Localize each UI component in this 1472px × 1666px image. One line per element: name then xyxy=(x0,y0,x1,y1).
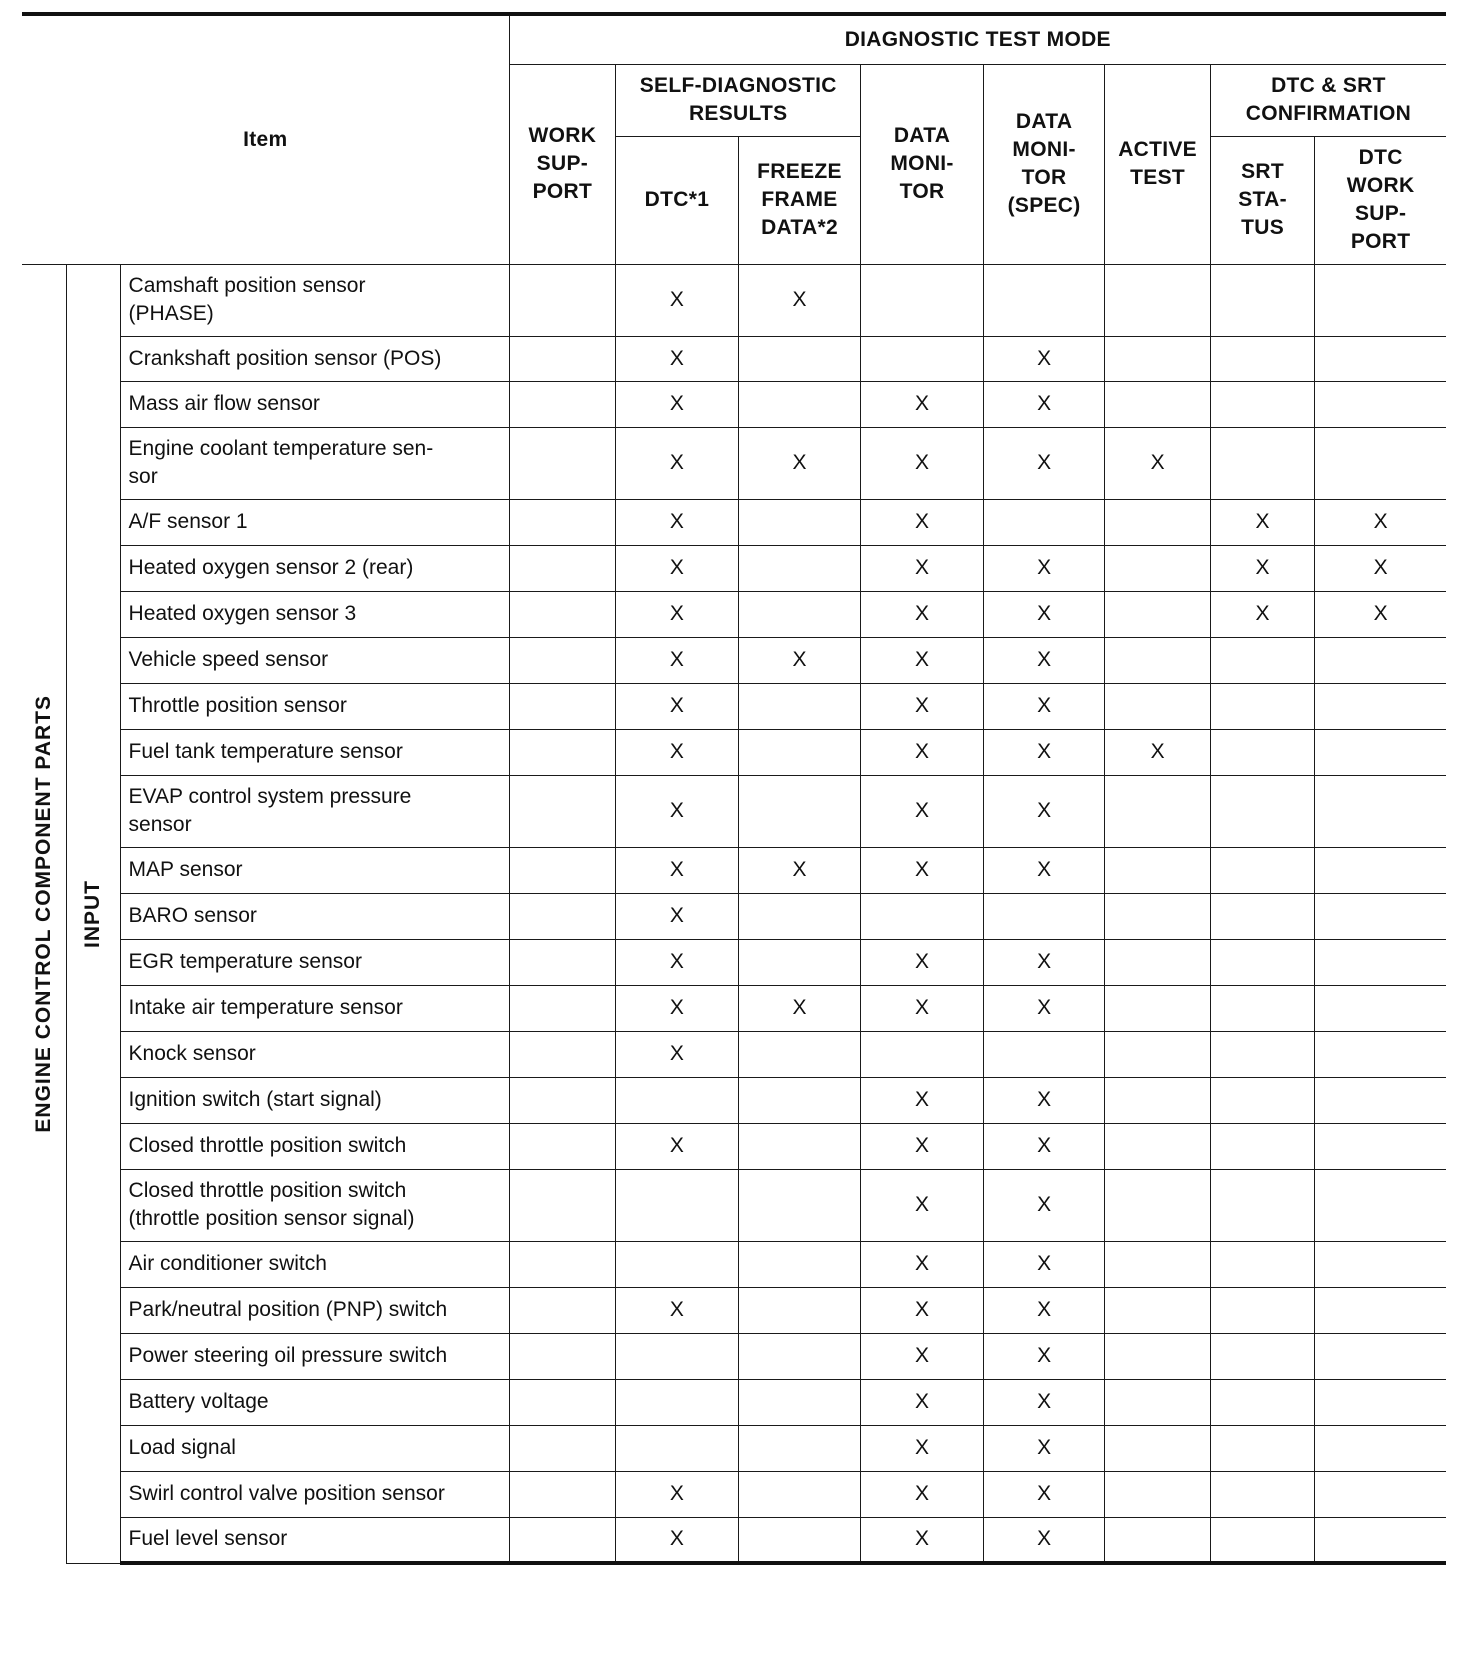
mark-cell-active-test xyxy=(1105,591,1211,637)
mark-cell-dtc: X xyxy=(616,381,739,427)
table-row xyxy=(22,1333,1446,1379)
mark-cell-data-monitor-spec xyxy=(983,499,1105,545)
mark-cell-active-test xyxy=(1105,847,1211,893)
mark-cell-data-monitor: X xyxy=(861,499,984,545)
mark-cell-dtc-work-support xyxy=(1315,1287,1446,1333)
mark-cell-data-monitor-spec: X xyxy=(983,1471,1105,1517)
mark-cell-work-support xyxy=(509,847,616,893)
mark-cell-data-monitor-spec: X xyxy=(983,1425,1105,1471)
mark-cell-dtc: X xyxy=(616,545,739,591)
mark-cell-work-support xyxy=(509,1077,616,1123)
mark-cell-dtc-work-support xyxy=(1315,381,1446,427)
mark-cell-data-monitor-spec: X xyxy=(983,1517,1105,1563)
mark-cell-srt-status xyxy=(1210,1517,1314,1563)
table-row xyxy=(22,683,1446,729)
mark-cell-data-monitor-spec: X xyxy=(983,637,1105,683)
mark-cell-srt-status xyxy=(1210,847,1314,893)
mark-cell-active-test xyxy=(1105,893,1211,939)
mark-cell-work-support xyxy=(509,683,616,729)
mark-cell-work-support xyxy=(509,1031,616,1077)
table-body xyxy=(22,264,1446,1563)
mark-cell-work-support xyxy=(509,381,616,427)
mark-cell-freeze-frame-data xyxy=(738,1287,861,1333)
item-cell: Mass air flow sensor xyxy=(120,381,509,427)
mark-cell-freeze-frame-data xyxy=(738,336,861,381)
mark-cell-dtc: X xyxy=(616,264,739,336)
item-cell: Vehicle speed sensor xyxy=(120,637,509,683)
mark-cell-active-test: X xyxy=(1105,729,1211,775)
header-diagnostic-test-mode: DIAGNOSTIC TEST MODE xyxy=(509,14,1446,64)
mark-cell-freeze-frame-data xyxy=(738,683,861,729)
mark-cell-dtc-work-support xyxy=(1315,427,1446,499)
mark-cell-data-monitor-spec: X xyxy=(983,381,1105,427)
mark-cell-data-monitor-spec xyxy=(983,893,1105,939)
mark-cell-dtc-work-support xyxy=(1315,775,1446,847)
mark-cell-dtc: X xyxy=(616,729,739,775)
mark-cell-active-test xyxy=(1105,1031,1211,1077)
mark-cell-data-monitor-spec: X xyxy=(983,939,1105,985)
mark-cell-data-monitor: X xyxy=(861,1425,984,1471)
item-cell: Knock sensor xyxy=(120,1031,509,1077)
mark-cell-dtc: X xyxy=(616,427,739,499)
table-row xyxy=(22,591,1446,637)
mark-cell-data-monitor: X xyxy=(861,637,984,683)
mark-cell-dtc-work-support xyxy=(1315,1169,1446,1241)
mark-cell-work-support xyxy=(509,729,616,775)
mark-cell-active-test xyxy=(1105,683,1211,729)
mark-cell-dtc xyxy=(616,1077,739,1123)
mark-cell-active-test xyxy=(1105,1425,1211,1471)
mark-cell-srt-status xyxy=(1210,264,1314,336)
mark-cell-active-test xyxy=(1105,1333,1211,1379)
mark-cell-dtc-work-support xyxy=(1315,939,1446,985)
mark-cell-srt-status xyxy=(1210,336,1314,381)
mark-cell-data-monitor-spec: X xyxy=(983,591,1105,637)
mark-cell-dtc: X xyxy=(616,1031,739,1077)
mark-cell-srt-status: X xyxy=(1210,499,1314,545)
mark-cell-work-support xyxy=(509,1241,616,1287)
mark-cell-data-monitor: X xyxy=(861,1123,984,1169)
table-row xyxy=(22,985,1446,1031)
mark-cell-work-support xyxy=(509,545,616,591)
mark-cell-srt-status xyxy=(1210,729,1314,775)
mark-cell-active-test xyxy=(1105,939,1211,985)
mark-cell-dtc: X xyxy=(616,775,739,847)
mark-cell-data-monitor-spec: X xyxy=(983,729,1105,775)
mark-cell-srt-status: X xyxy=(1210,591,1314,637)
mark-cell-work-support xyxy=(509,1287,616,1333)
mark-cell-dtc-work-support xyxy=(1315,1471,1446,1517)
item-cell: Heated oxygen sensor 2 (rear) xyxy=(120,545,509,591)
mark-cell-data-monitor-spec: X xyxy=(983,336,1105,381)
header-dtc-work-support: DTC WORK SUP- PORT xyxy=(1315,136,1446,264)
header-freeze-frame-data: FREEZE FRAME DATA*2 xyxy=(738,136,861,264)
mark-cell-srt-status xyxy=(1210,1287,1314,1333)
mark-cell-dtc xyxy=(616,1169,739,1241)
item-cell: Battery voltage xyxy=(120,1379,509,1425)
item-cell: Engine coolant temperature sen- sor xyxy=(120,427,509,499)
mark-cell-active-test xyxy=(1105,1241,1211,1287)
mark-cell-work-support xyxy=(509,775,616,847)
mark-cell-srt-status xyxy=(1210,985,1314,1031)
header-self-diagnostic-results: SELF-DIAGNOSTIC RESULTS xyxy=(616,64,861,136)
diagnostic-test-mode-table-sheet xyxy=(22,12,1446,1565)
item-cell: Heated oxygen sensor 3 xyxy=(120,591,509,637)
table-row xyxy=(22,427,1446,499)
header-dtc-srt-confirmation: DTC & SRT CONFIRMATION xyxy=(1210,64,1446,136)
mark-cell-freeze-frame-data xyxy=(738,1379,861,1425)
mark-cell-work-support xyxy=(509,264,616,336)
mark-cell-freeze-frame-data xyxy=(738,1077,861,1123)
mark-cell-dtc: X xyxy=(616,939,739,985)
mark-cell-data-monitor: X xyxy=(861,1077,984,1123)
mark-cell-freeze-frame-data xyxy=(738,1333,861,1379)
mark-cell-dtc: X xyxy=(616,336,739,381)
mark-cell-freeze-frame-data xyxy=(738,381,861,427)
item-cell: Fuel tank temperature sensor xyxy=(120,729,509,775)
mark-cell-work-support xyxy=(509,985,616,1031)
mark-cell-work-support xyxy=(509,1379,616,1425)
item-cell: EVAP control system pressure sensor xyxy=(120,775,509,847)
mark-cell-data-monitor-spec: X xyxy=(983,683,1105,729)
mark-cell-srt-status xyxy=(1210,1333,1314,1379)
mark-cell-work-support xyxy=(509,591,616,637)
mark-cell-data-monitor: X xyxy=(861,1287,984,1333)
mark-cell-data-monitor xyxy=(861,893,984,939)
mark-cell-data-monitor-spec: X xyxy=(983,1241,1105,1287)
table-row xyxy=(22,775,1446,847)
item-cell: Throttle position sensor xyxy=(120,683,509,729)
mark-cell-freeze-frame-data xyxy=(738,1471,861,1517)
table-row xyxy=(22,729,1446,775)
table-row xyxy=(22,1287,1446,1333)
mark-cell-dtc-work-support xyxy=(1315,1031,1446,1077)
mark-cell-srt-status xyxy=(1210,1425,1314,1471)
mark-cell-freeze-frame-data xyxy=(738,591,861,637)
mark-cell-dtc: X xyxy=(616,637,739,683)
diagnostic-test-mode-table xyxy=(22,12,1446,1565)
mark-cell-dtc-work-support: X xyxy=(1315,545,1446,591)
mark-cell-srt-status xyxy=(1210,893,1314,939)
mark-cell-work-support xyxy=(509,336,616,381)
mark-cell-dtc-work-support xyxy=(1315,1241,1446,1287)
mark-cell-srt-status xyxy=(1210,1241,1314,1287)
header-dtc: DTC*1 xyxy=(616,136,739,264)
mark-cell-data-monitor-spec: X xyxy=(983,1333,1105,1379)
table-row xyxy=(22,264,1446,336)
mark-cell-dtc: X xyxy=(616,847,739,893)
item-cell: Closed throttle position switch xyxy=(120,1123,509,1169)
item-cell: Park/neutral position (PNP) switch xyxy=(120,1287,509,1333)
mark-cell-dtc-work-support xyxy=(1315,1425,1446,1471)
mark-cell-data-monitor-spec: X xyxy=(983,847,1105,893)
mark-cell-srt-status: X xyxy=(1210,545,1314,591)
mark-cell-srt-status xyxy=(1210,1123,1314,1169)
mark-cell-data-monitor-spec: X xyxy=(983,1169,1105,1241)
mark-cell-data-monitor-spec: X xyxy=(983,1287,1105,1333)
mark-cell-dtc: X xyxy=(616,1123,739,1169)
mark-cell-work-support xyxy=(509,893,616,939)
mark-cell-dtc: X xyxy=(616,499,739,545)
table-row xyxy=(22,1425,1446,1471)
mark-cell-freeze-frame-data: X xyxy=(738,264,861,336)
mark-cell-dtc-work-support xyxy=(1315,1123,1446,1169)
mark-cell-dtc: X xyxy=(616,591,739,637)
mark-cell-dtc-work-support: X xyxy=(1315,591,1446,637)
table-row xyxy=(22,1471,1446,1517)
mark-cell-work-support xyxy=(509,637,616,683)
mark-cell-active-test xyxy=(1105,1379,1211,1425)
side-label-outer-text: ENGINE CONTROL COMPONENT PARTS xyxy=(32,694,56,1133)
mark-cell-dtc: X xyxy=(616,1471,739,1517)
mark-cell-freeze-frame-data xyxy=(738,1031,861,1077)
mark-cell-dtc: X xyxy=(616,985,739,1031)
item-cell: BARO sensor xyxy=(120,893,509,939)
mark-cell-dtc-work-support xyxy=(1315,893,1446,939)
table-row xyxy=(22,637,1446,683)
mark-cell-data-monitor: X xyxy=(861,775,984,847)
mark-cell-data-monitor-spec: X xyxy=(983,775,1105,847)
mark-cell-data-monitor: X xyxy=(861,1471,984,1517)
mark-cell-srt-status xyxy=(1210,381,1314,427)
mark-cell-srt-status xyxy=(1210,775,1314,847)
mark-cell-dtc: X xyxy=(616,1517,739,1563)
mark-cell-dtc-work-support xyxy=(1315,1333,1446,1379)
mark-cell-data-monitor-spec: X xyxy=(983,1123,1105,1169)
mark-cell-dtc-work-support xyxy=(1315,1379,1446,1425)
table-row xyxy=(22,939,1446,985)
mark-cell-dtc-work-support xyxy=(1315,336,1446,381)
mark-cell-data-monitor: X xyxy=(861,1169,984,1241)
item-cell: Load signal xyxy=(120,1425,509,1471)
item-cell: Camshaft position sensor (PHASE) xyxy=(120,264,509,336)
table-row xyxy=(22,1169,1446,1241)
mark-cell-freeze-frame-data xyxy=(738,499,861,545)
item-cell: MAP sensor xyxy=(120,847,509,893)
mark-cell-data-monitor-spec: X xyxy=(983,1077,1105,1123)
mark-cell-data-monitor: X xyxy=(861,1333,984,1379)
mark-cell-dtc-work-support: X xyxy=(1315,499,1446,545)
table-row xyxy=(22,893,1446,939)
item-cell: Fuel level sensor xyxy=(120,1517,509,1563)
item-cell: Swirl control valve position sensor xyxy=(120,1471,509,1517)
mark-cell-work-support xyxy=(509,1123,616,1169)
table-row xyxy=(22,1517,1446,1563)
mark-cell-data-monitor: X xyxy=(861,1379,984,1425)
table-row xyxy=(22,336,1446,381)
mark-cell-data-monitor-spec: X xyxy=(983,545,1105,591)
side-label-inner-text: INPUT xyxy=(81,879,105,948)
table-row xyxy=(22,1379,1446,1425)
mark-cell-srt-status xyxy=(1210,1169,1314,1241)
mark-cell-freeze-frame-data xyxy=(738,1123,861,1169)
mark-cell-work-support xyxy=(509,1471,616,1517)
mark-cell-data-monitor: X xyxy=(861,427,984,499)
mark-cell-freeze-frame-data: X xyxy=(738,847,861,893)
mark-cell-freeze-frame-data: X xyxy=(738,427,861,499)
mark-cell-srt-status xyxy=(1210,939,1314,985)
mark-cell-data-monitor-spec: X xyxy=(983,1379,1105,1425)
table-row xyxy=(22,381,1446,427)
mark-cell-freeze-frame-data xyxy=(738,775,861,847)
mark-cell-freeze-frame-data xyxy=(738,729,861,775)
mark-cell-freeze-frame-data xyxy=(738,893,861,939)
mark-cell-active-test xyxy=(1105,1077,1211,1123)
table-row xyxy=(22,847,1446,893)
mark-cell-freeze-frame-data: X xyxy=(738,637,861,683)
item-cell: Air conditioner switch xyxy=(120,1241,509,1287)
mark-cell-dtc-work-support xyxy=(1315,1077,1446,1123)
mark-cell-active-test xyxy=(1105,264,1211,336)
item-cell: Closed throttle position switch (throttle position sensor signal) xyxy=(120,1169,509,1241)
table-row xyxy=(22,545,1446,591)
mark-cell-data-monitor: X xyxy=(861,1241,984,1287)
mark-cell-data-monitor: X xyxy=(861,939,984,985)
item-cell: Ignition switch (start signal) xyxy=(120,1077,509,1123)
mark-cell-dtc: X xyxy=(616,893,739,939)
table-row xyxy=(22,1031,1446,1077)
mark-cell-dtc: X xyxy=(616,1287,739,1333)
side-label-input xyxy=(67,264,120,1563)
header-item: Item xyxy=(22,14,509,264)
mark-cell-data-monitor: X xyxy=(861,545,984,591)
mark-cell-freeze-frame-data xyxy=(738,545,861,591)
mark-cell-work-support xyxy=(509,427,616,499)
mark-cell-dtc-work-support xyxy=(1315,847,1446,893)
mark-cell-active-test xyxy=(1105,637,1211,683)
mark-cell-data-monitor: X xyxy=(861,381,984,427)
mark-cell-data-monitor-spec: X xyxy=(983,427,1105,499)
mark-cell-freeze-frame-data xyxy=(738,1425,861,1471)
mark-cell-dtc xyxy=(616,1333,739,1379)
mark-cell-dtc: X xyxy=(616,683,739,729)
header-work-support: WORK SUP- PORT xyxy=(509,64,616,264)
mark-cell-active-test xyxy=(1105,545,1211,591)
mark-cell-freeze-frame-data xyxy=(738,939,861,985)
mark-cell-work-support xyxy=(509,939,616,985)
mark-cell-data-monitor-spec xyxy=(983,1031,1105,1077)
mark-cell-work-support xyxy=(509,499,616,545)
mark-cell-srt-status xyxy=(1210,683,1314,729)
mark-cell-data-monitor xyxy=(861,336,984,381)
table-row xyxy=(22,1241,1446,1287)
mark-cell-dtc-work-support xyxy=(1315,264,1446,336)
mark-cell-freeze-frame-data xyxy=(738,1169,861,1241)
mark-cell-dtc xyxy=(616,1241,739,1287)
mark-cell-active-test xyxy=(1105,1471,1211,1517)
mark-cell-active-test xyxy=(1105,1169,1211,1241)
side-label-engine-control-component-parts xyxy=(22,264,67,1563)
mark-cell-freeze-frame-data xyxy=(738,1517,861,1563)
table-row xyxy=(22,499,1446,545)
mark-cell-data-monitor: X xyxy=(861,1517,984,1563)
mark-cell-active-test xyxy=(1105,499,1211,545)
mark-cell-srt-status xyxy=(1210,427,1314,499)
mark-cell-srt-status xyxy=(1210,1471,1314,1517)
item-cell: Power steering oil pressure switch xyxy=(120,1333,509,1379)
header-active-test: ACTIVE TEST xyxy=(1105,64,1211,264)
header-data-monitor-spec: DATA MONI- TOR (SPEC) xyxy=(983,64,1105,264)
mark-cell-work-support xyxy=(509,1169,616,1241)
mark-cell-data-monitor: X xyxy=(861,591,984,637)
mark-cell-freeze-frame-data: X xyxy=(738,985,861,1031)
header-srt-status: SRT STA- TUS xyxy=(1210,136,1314,264)
mark-cell-active-test xyxy=(1105,985,1211,1031)
mark-cell-data-monitor-spec: X xyxy=(983,985,1105,1031)
mark-cell-data-monitor: X xyxy=(861,847,984,893)
item-cell: Crankshaft position sensor (POS) xyxy=(120,336,509,381)
header-data-monitor: DATA MONI- TOR xyxy=(861,64,984,264)
mark-cell-data-monitor: X xyxy=(861,729,984,775)
mark-cell-work-support xyxy=(509,1517,616,1563)
mark-cell-srt-status xyxy=(1210,1077,1314,1123)
mark-cell-dtc-work-support xyxy=(1315,985,1446,1031)
mark-cell-srt-status xyxy=(1210,1031,1314,1077)
mark-cell-active-test: X xyxy=(1105,427,1211,499)
mark-cell-active-test xyxy=(1105,1123,1211,1169)
mark-cell-srt-status xyxy=(1210,637,1314,683)
mark-cell-freeze-frame-data xyxy=(738,1241,861,1287)
item-cell: Intake air temperature sensor xyxy=(120,985,509,1031)
mark-cell-data-monitor-spec xyxy=(983,264,1105,336)
mark-cell-active-test xyxy=(1105,336,1211,381)
mark-cell-dtc-work-support xyxy=(1315,729,1446,775)
mark-cell-active-test xyxy=(1105,775,1211,847)
table-row xyxy=(22,1077,1446,1123)
item-cell: EGR temperature sensor xyxy=(120,939,509,985)
mark-cell-dtc xyxy=(616,1425,739,1471)
mark-cell-active-test xyxy=(1105,381,1211,427)
mark-cell-work-support xyxy=(509,1425,616,1471)
mark-cell-dtc xyxy=(616,1379,739,1425)
mark-cell-data-monitor xyxy=(861,264,984,336)
mark-cell-data-monitor: X xyxy=(861,683,984,729)
mark-cell-srt-status xyxy=(1210,1379,1314,1425)
mark-cell-dtc-work-support xyxy=(1315,1517,1446,1563)
mark-cell-dtc-work-support xyxy=(1315,683,1446,729)
mark-cell-active-test xyxy=(1105,1287,1211,1333)
mark-cell-active-test xyxy=(1105,1517,1211,1563)
mark-cell-data-monitor xyxy=(861,1031,984,1077)
table-row xyxy=(22,1123,1446,1169)
mark-cell-dtc-work-support xyxy=(1315,637,1446,683)
item-cell: A/F sensor 1 xyxy=(120,499,509,545)
mark-cell-data-monitor: X xyxy=(861,985,984,1031)
mark-cell-work-support xyxy=(509,1333,616,1379)
table-header xyxy=(22,14,1446,264)
